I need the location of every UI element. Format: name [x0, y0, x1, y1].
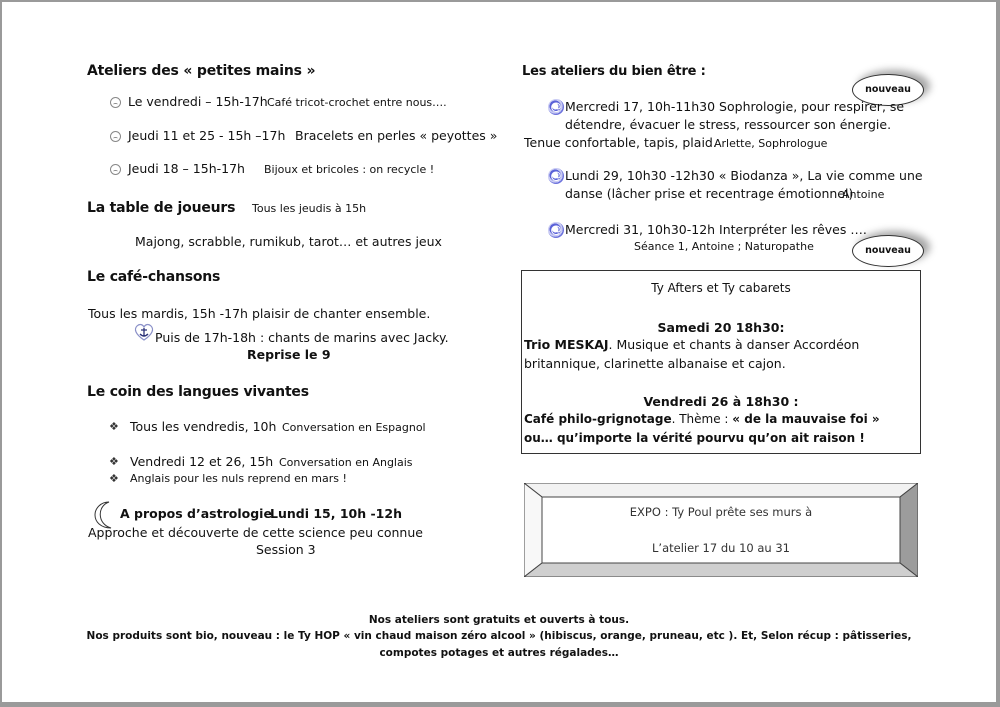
astrologie-desc: Approche et découverte de cette science peu connue [88, 525, 423, 540]
langue-time: Tous les vendredis, 10h [130, 419, 277, 434]
event2-name: Café philo-grignotage [524, 412, 672, 426]
bien-etre-line: Lundi 29, 10h30 -12h30 « Biodanza », La vie comme une [565, 168, 923, 183]
joueurs-schedule: Tous les jeudis à 15h [252, 202, 367, 215]
nouveau-badge: nouveau [852, 235, 924, 267]
event2-date: Vendredi 26 à 18h30 : [643, 394, 799, 409]
event2-line2: ou… qu’importe la vérité pourvu qu’on ait raison ! [524, 431, 865, 445]
langue-desc: Conversation en Anglais [279, 456, 413, 469]
section-title-petites-mains: Ateliers des « petites mains » [87, 63, 316, 79]
joueurs-games: Majong, scrabble, rumikub, tarot… et autres jeux [135, 234, 442, 249]
spiral-at-icon: @ [548, 168, 564, 184]
bien-etre-line: détendre, évacuer le stress, ressourcer son énergie. [565, 117, 892, 132]
expo-box [524, 483, 918, 577]
event1-line2: britannique, clarinette albanaise et cajon. [524, 356, 786, 371]
workshop-desc: Bijoux et bricoles : on recycle ! [264, 163, 435, 176]
langue-desc: Anglais pour les nuls reprend en mars ! [130, 472, 347, 485]
bien-etre-line: Tenue confortable, tapis, plaid. [524, 135, 717, 150]
langue-desc: Conversation en Espagnol [282, 421, 426, 434]
smiley-bullet-icon [110, 164, 121, 175]
workshop-time: Jeudi 18 – 15h-17h [128, 161, 245, 176]
expo-line2: L’atelier 17 du 10 au 31 [652, 541, 790, 555]
diamond-bullet-icon: ❖ [109, 420, 119, 433]
event1-desc: . Musique et chants à danser Accordéon [608, 337, 860, 352]
astrologie-session: Session 3 [256, 542, 316, 557]
expo-line1: EXPO : Ty Poul prête ses murs à [629, 505, 813, 519]
spiral-at-icon: @ [548, 99, 564, 115]
workshop-time: Jeudi 11 et 25 - 15h –17h [128, 128, 286, 143]
workshop-time: Le vendredi – 15h-17h [128, 94, 268, 109]
event1-line1 [524, 337, 859, 352]
afters-title: Ty Afters et Ty cabarets [651, 281, 791, 295]
event2-line1 [524, 412, 880, 426]
workshop-desc: Bracelets en perles « peyottes » [295, 128, 498, 143]
astrologie-date: Lundi 15, 10h -12h [270, 506, 402, 521]
footer-line2: Nos produits sont bio, nouveau : le Ty HOP « vin chaud maison zéro alcool » (hibiscus, orange, pruneau, etc ). Et, Selon récup : pâtisseries, [86, 630, 912, 642]
diamond-bullet-icon: ❖ [109, 472, 119, 485]
page [2, 2, 996, 702]
anchor-heart-icon [133, 322, 155, 342]
chansons-reprise: Reprise le 9 [247, 347, 331, 362]
bien-etre-line: Mercredi 17, 10h-11h30 Sophrologie, pour respirer, se [565, 99, 905, 114]
section-title-joueurs: La table de joueurs [87, 200, 236, 216]
event1-name: Trio MESKAJ [524, 337, 609, 352]
footer-line3: compotes potages et autres régalades… [379, 647, 619, 659]
bien-etre-host: Arlette, Sophrologue [714, 137, 828, 150]
section-title-bien-etre: Les ateliers du bien être : [522, 64, 706, 79]
astrologie-title: A propos d’astrologie [120, 506, 272, 521]
diamond-bullet-icon: ❖ [109, 455, 119, 468]
bien-etre-line: Mercredi 31, 10h30-12h Interpréter les rêves …. [565, 222, 867, 237]
section-title-langues: Le coin des langues vivantes [87, 384, 309, 400]
chansons-line2: Puis de 17h-18h : chants de marins avec Jacky. [155, 330, 449, 345]
event2-theme: « de la mauvaise foi » [732, 412, 880, 426]
event2-theme-label: . Thème : [671, 412, 733, 426]
smiley-bullet-icon [110, 97, 121, 108]
spiral-at-icon: @ [548, 222, 564, 238]
chansons-line1: Tous les mardis, 15h -17h plaisir de chanter ensemble. [88, 306, 431, 321]
langue-time: Vendredi 12 et 26, 15h [130, 454, 274, 469]
bien-etre-line: danse (lâcher prise et recentrage émotionnel) [565, 186, 854, 201]
smiley-bullet-icon [110, 131, 121, 142]
event1-date: Samedi 20 18h30: [657, 320, 785, 335]
afters-box [521, 270, 921, 454]
bien-etre-host: Antoine [842, 188, 885, 201]
footer-line1: Nos ateliers sont gratuits et ouverts à tous. [368, 614, 630, 626]
section-title-chansons: Le café-chansons [87, 269, 221, 285]
workshop-desc: Café tricot-crochet entre nous…. [267, 96, 447, 109]
bien-etre-host: Séance 1, Antoine ; Naturopathe [634, 240, 814, 253]
expo-bevel-frame [524, 483, 918, 577]
nouveau-badge: nouveau [852, 74, 924, 106]
